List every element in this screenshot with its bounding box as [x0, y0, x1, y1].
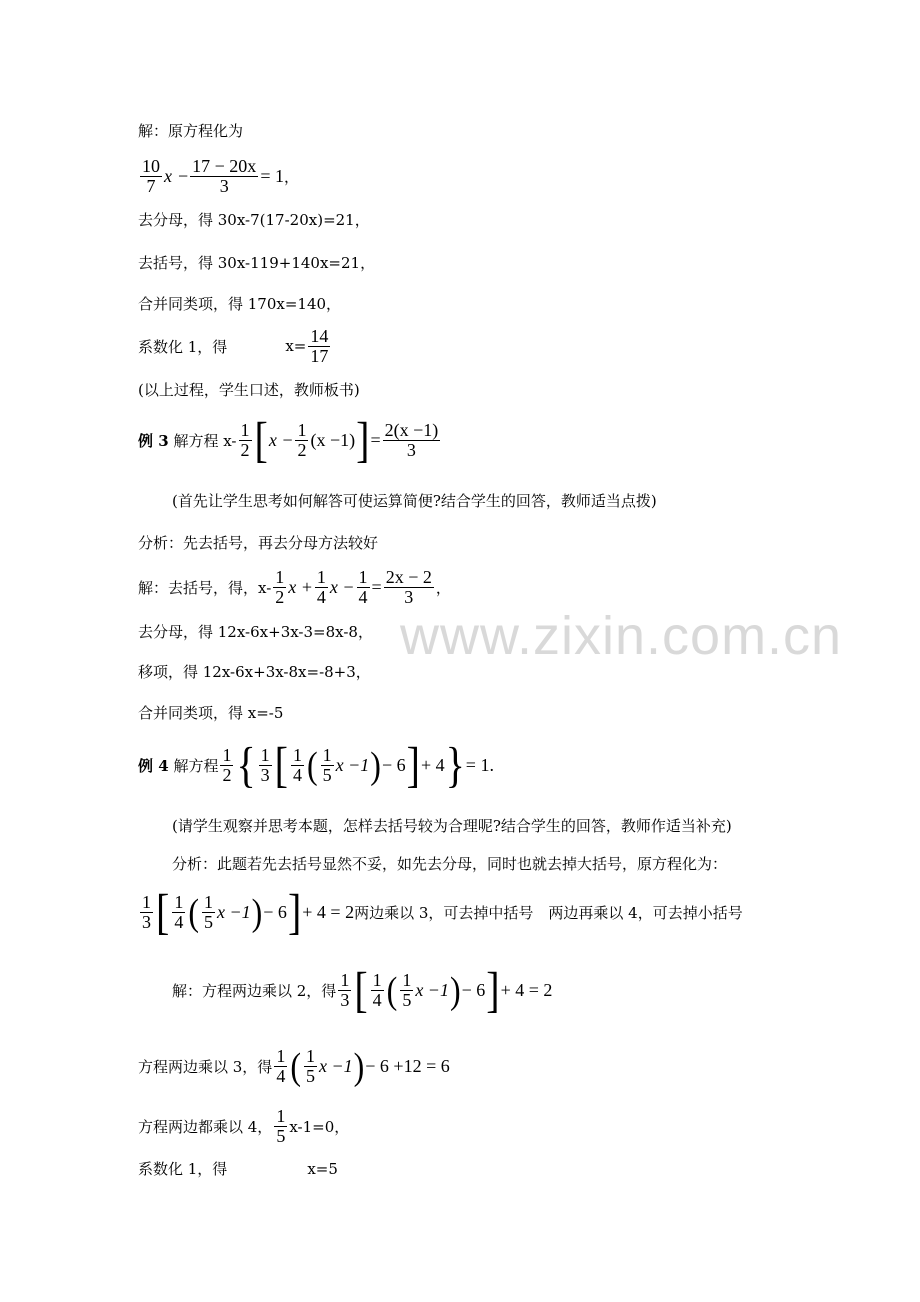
step-combine: 合并同类项，得 170x=140， [138, 295, 342, 313]
fraction: $\frac{1}{5}$ [305, 1046, 315, 1086]
fraction: $\frac{10}{7}$ [142, 156, 160, 196]
solution-4-step3: 方程两边都乘以 4， $\frac{1}{5}$ x-1=0， [138, 1106, 350, 1146]
step-coefficient: 系数化 1，得 x= $\frac{14}{17}$ [138, 326, 329, 366]
example-label: 例 4 [138, 756, 169, 775]
example-label: 例 3 [138, 431, 169, 450]
fraction: $\frac{1}{5}$ [203, 891, 213, 932]
guidance-note-4: (请学生观察并思考本题，怎样去括号较为合理呢?结合学生的回答，教师作适当补充) [172, 817, 732, 835]
solution-4-result: 系数化 1，得 x=5 [138, 1159, 338, 1178]
step-brackets: 去括号，得 30x-119+140x=21， [138, 254, 376, 272]
guidance-note: (首先让学生思考如何解答可使运算简便?结合学生的回答，教师适当点拨) [172, 492, 657, 510]
analysis-3: 分析：先去括号，再去分母方法较好 [138, 534, 379, 552]
fraction: $\frac{1}{2}$ [240, 419, 250, 460]
fraction: $\frac{1}{4}$ [358, 567, 368, 607]
example-4: 例 4 解方程 $\frac{1}{2}$ { $\frac{1}{3}$ [ $\frac{1}{4}$ ( $\frac{1}{5}$ x −1 ) − 6 ] + 4 } = 1. [138, 736, 494, 793]
fraction: $\frac{17 - 20x}{3}$ [192, 156, 257, 196]
fraction: $\frac{2(x -1)}{3}$ [384, 419, 439, 460]
fraction: $\frac{1}{3}$ [142, 891, 151, 932]
fraction: $\frac{1}{5}$ [322, 744, 332, 785]
fraction: $\frac{2x - 2}{3}$ [385, 567, 432, 607]
example-3: 例 3 解方程 x- $\frac{1}{2}$ [ x − $\frac{1}{2}$ (x −1) ] = $\frac{2(x -1)}{3}$ [138, 411, 439, 468]
solution-4-step1: 解：方程两边乘以 2，得 $\frac{1}{3}$ [ $\frac{1}{4}$ ( $\frac{1}{5}$ x −1 ) − 6 ] + 4 = 2 [172, 961, 553, 1018]
transformed-equation: $\frac{1}{3}$ [ $\frac{1}{4}$ ( $\frac{1}{5}$ x −1 ) − 6 ] + 4 = 2 两边乘以 3，可去掉中括号 两边再乘以 4，可去掉小括号 [142, 883, 743, 940]
fraction: $\frac{1}{3}$ [340, 969, 350, 1010]
fraction: $\frac{1}{2}$ [275, 567, 285, 607]
fraction: $\frac{1}{4}$ [316, 567, 326, 607]
fraction: $\frac{1}{4}$ [276, 1046, 286, 1086]
fraction: $\frac{1}{2}$ [222, 744, 232, 785]
fraction: $\frac{1}{2}$ [297, 419, 307, 460]
fraction: $\frac{1}{4}$ [174, 891, 184, 932]
watermark: www.zixin.com.cn [400, 606, 843, 666]
step-denominator: 去分母，得 30x-7(17-20x)=21， [138, 211, 370, 229]
fraction: $\frac{1}{3}$ [260, 744, 270, 785]
step-move-3: 移项，得 12x-6x+3x-8x=-8+3， [138, 663, 371, 681]
solution-intro: 解：原方程化为 [138, 122, 244, 140]
fraction: $\frac{1}{4}$ [372, 969, 382, 1010]
equation-line-2: $\frac{10}{7}$ x − $\frac{17 - 20x}{3}$ = 1 ， [142, 156, 299, 196]
fraction: $\frac{1}{4}$ [293, 744, 302, 785]
step-denominator-3: 去分母，得 12x-6x+3x-3=8x-8， [138, 623, 373, 641]
fraction: $\frac{14}{17}$ [310, 326, 329, 366]
teacher-note: (以上过程，学生口述，教师板书) [138, 381, 360, 399]
fraction: $\frac{1}{5}$ [276, 1106, 286, 1146]
solution-4-step2: 方程两边乘以 3，得 $\frac{1}{4}$ ( $\frac{1}{5}$ x −1 ) − 6 +12 = 6 [138, 1044, 450, 1088]
step-combine-3: 合并同类项，得 x=-5 [138, 704, 284, 722]
solution-3: 解：去括号，得，x- $\frac{1}{2}$ x + $\frac{1}{4}$ x − $\frac{1}{4}$ = $\frac{2x - 2}{3}$ ， [138, 567, 451, 607]
fraction: $\frac{1}{5}$ [402, 969, 412, 1010]
analysis-4: 分析：此题若先去括号显然不妥，如先去分母，同时也就去掉大括号，原方程化为： [172, 855, 728, 873]
